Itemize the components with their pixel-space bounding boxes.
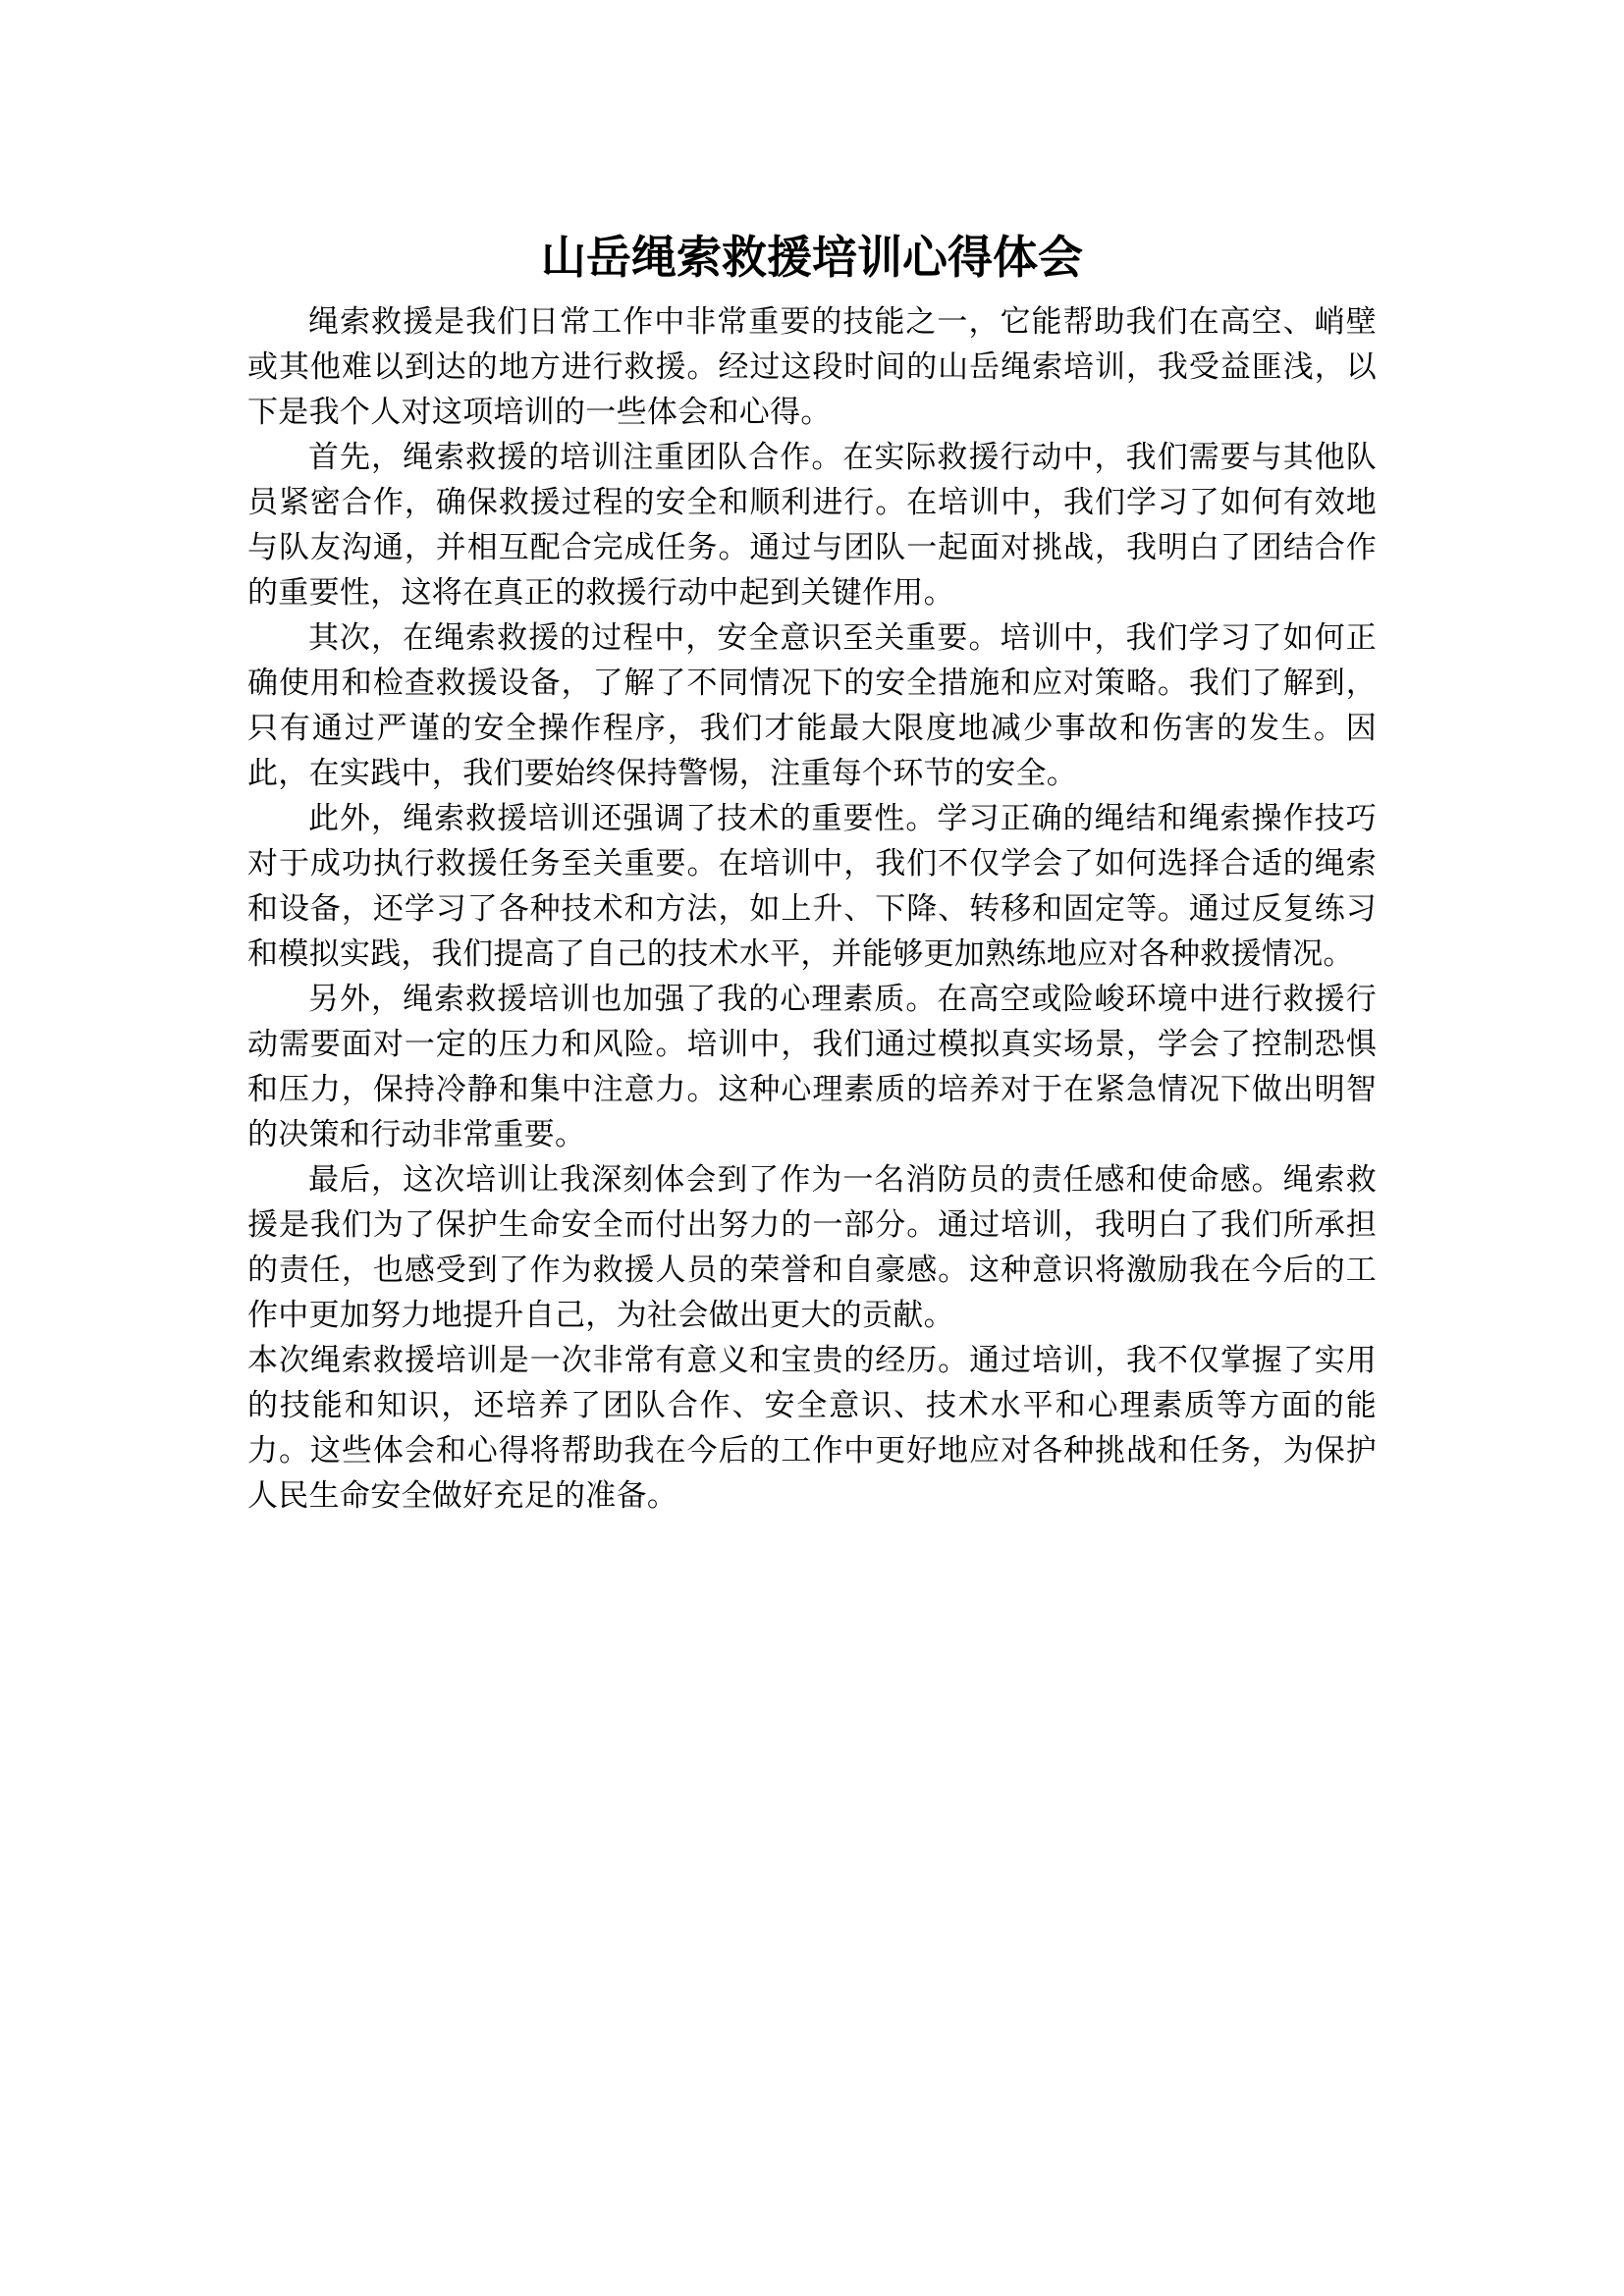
paragraph-responsibility: 最后，这次培训让我深刻体会到了作为一名消防员的责任感和使命感。绳索救援是我们为了保护生命安全而付出努力的一部分。通过培训，我明白了我们所承担的责任，也感受到了作为救援人员的荣誉和自豪感。这种意识将激励我在今后的工作中更加努力地提升自己，为社会做出更大的贡献。 [247,1162,1377,1333]
paragraph-psychology: 另外，绳索救援培训也加强了我的心理素质。在高空或险峻环境中进行救援行动需要面对一定的压力和风险。培训中，我们通过模拟真实场景，学会了控制恐惧和压力，保持冷静和集中注意力。这种心理素质的培养对于在紧急情况下做出明智的决策和行动非常重要。 [247,982,1377,1152]
document-body [247,299,1377,1519]
paragraph-safety: 其次，在绳索救援的过程中，安全意识至关重要。培训中，我们学习了如何正确使用和检查救援设备，了解了不同情况下的安全措施和应对策略。我们了解到，只有通过严谨的安全操作程序，我们才能最大限度地减少事故和伤害的发生。因此，在实践中，我们要始终保持警惕，注重每个环节的安全。 [247,620,1377,791]
paragraph-intro: 绳索救援是我们日常工作中非常重要的技能之一，它能帮助我们在高空、峭壁或其他难以到达的地方进行救援。经过这段时间的山岳绳索培训，我受益匪浅，以下是我个人对这项培训的一些体会和心得。 [247,304,1377,430]
document-title: 山岳绳索救援培训心得体会 [541,231,1083,284]
paragraph-teamwork: 首先，绳索救援的培训注重团队合作。在实际救援行动中，我们需要与其他队员紧密合作，确保救援过程的安全和顺利进行。在培训中，我们学习了如何有效地与队友沟通，并相互配合完成任务。通过与团队一起面对挑战，我明白了团结合作的重要性，这将在真正的救援行动中起到关键作用。 [247,440,1377,611]
paragraph-conclusion: 本次绳索救援培训是一次非常有意义和宝贵的经历。通过培训，我不仅掌握了实用的技能和知识，还培养了团队合作、安全意识、技术水平和心理素质等方面的能力。这些体会和心得将帮助我在今后的工作中更好地应对各种挑战和任务，为保护人民生命安全做好充足的准备。 [247,1343,1377,1514]
paragraph-technique: 此外，绳索救援培训还强调了技术的重要性。学习正确的绳结和绳索操作技巧对于成功执行救援任务至关重要。在培训中，我们不仅学会了如何选择合适的绳索和设备，还学习了各种技术和方法，如上升、下降、转移和固定等。通过反复练习和模拟实践，我们提高了自己的技术水平，并能够更加熟练地应对各种救援情况。 [247,801,1377,972]
